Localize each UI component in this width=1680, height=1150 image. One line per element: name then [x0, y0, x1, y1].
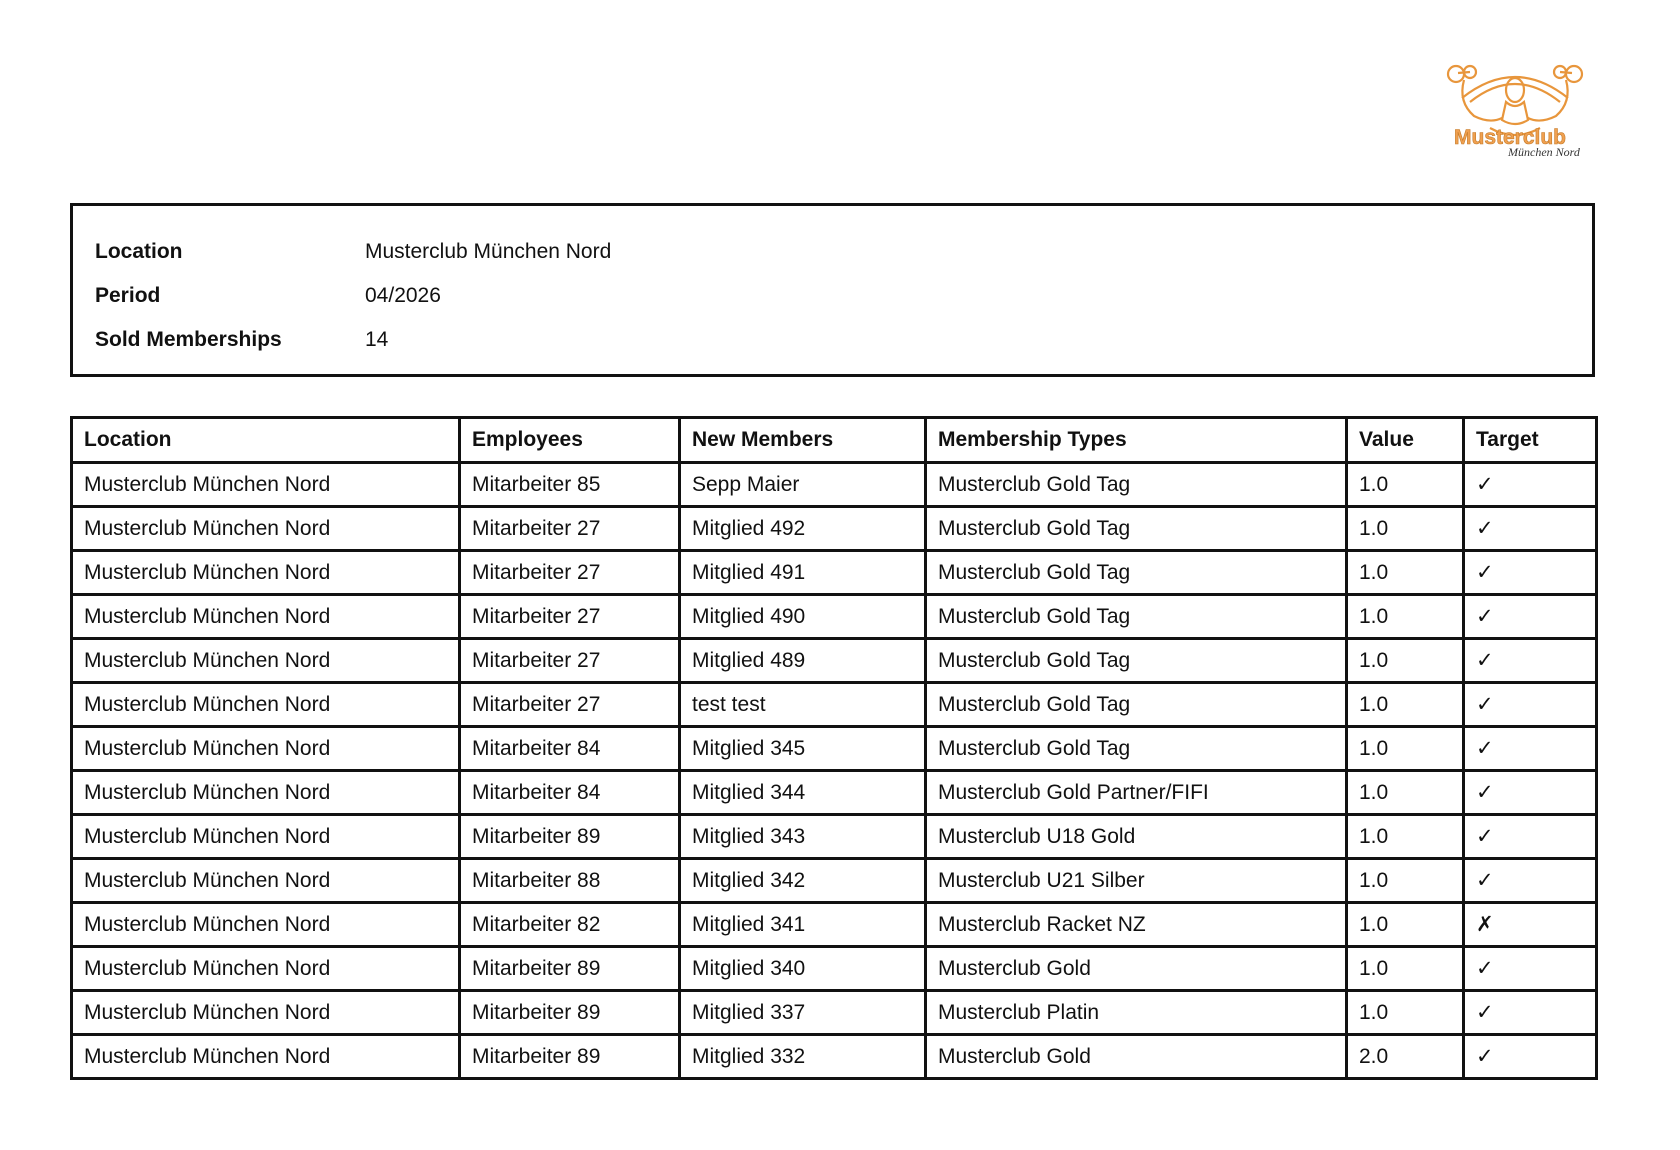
cell-target: ✓	[1464, 771, 1597, 815]
cell-membership-type: Musterclub Gold Tag	[926, 727, 1347, 771]
cell-new-member: Mitglied 343	[680, 815, 926, 859]
cell-new-member: Sepp Maier	[680, 463, 926, 507]
table-row	[72, 639, 1597, 683]
cell-target: ✓	[1464, 595, 1597, 639]
table-body	[72, 463, 1597, 1079]
cell-target: ✓	[1464, 727, 1597, 771]
cell-location: Musterclub München Nord	[72, 463, 460, 507]
cell-target: ✓	[1464, 463, 1597, 507]
cell-target: ✓	[1464, 859, 1597, 903]
table-row	[72, 683, 1597, 727]
cell-employee: Mitarbeiter 27	[460, 639, 680, 683]
cell-membership-type: Musterclub Gold Tag	[926, 595, 1347, 639]
logo-sub-text: München Nord	[1508, 145, 1580, 159]
cell-target: ✗	[1464, 903, 1597, 947]
musterclub-logo-icon	[1440, 58, 1590, 166]
summary-sold-label: Sold Memberships	[95, 328, 282, 351]
cell-employee: Mitarbeiter 89	[460, 947, 680, 991]
cell-employee: Mitarbeiter 89	[460, 1035, 680, 1079]
cell-membership-type: Musterclub Gold Partner/FIFI	[926, 771, 1347, 815]
summary-location-value: Musterclub München Nord	[365, 240, 612, 263]
header-new-members: New Members	[680, 418, 926, 463]
cell-location: Musterclub München Nord	[72, 639, 460, 683]
cell-target: ✓	[1464, 947, 1597, 991]
cell-membership-type: Musterclub Gold	[926, 1035, 1347, 1079]
cell-new-member: test test	[680, 683, 926, 727]
cell-membership-type: Musterclub Platin	[926, 991, 1347, 1035]
cell-new-member: Mitglied 491	[680, 551, 926, 595]
cell-membership-type: Musterclub Gold Tag	[926, 551, 1347, 595]
cell-new-member: Mitglied 345	[680, 727, 926, 771]
summary-period-value: 04/2026	[365, 284, 441, 307]
cell-employee: Mitarbeiter 89	[460, 815, 680, 859]
table-row	[72, 991, 1597, 1035]
cell-new-member: Mitglied 341	[680, 903, 926, 947]
cell-location: Musterclub München Nord	[72, 947, 460, 991]
cell-membership-type: Musterclub Gold Tag	[926, 683, 1347, 727]
cell-location: Musterclub München Nord	[72, 859, 460, 903]
cell-value: 2.0	[1347, 1035, 1464, 1079]
club-logo	[1440, 58, 1590, 166]
cell-location: Musterclub München Nord	[72, 595, 460, 639]
cell-value: 1.0	[1347, 727, 1464, 771]
table-row	[72, 771, 1597, 815]
cell-employee: Mitarbeiter 89	[460, 991, 680, 1035]
cell-employee: Mitarbeiter 27	[460, 551, 680, 595]
cell-value: 1.0	[1347, 639, 1464, 683]
memberships-table	[70, 416, 1598, 1080]
cell-location: Musterclub München Nord	[72, 683, 460, 727]
cell-target: ✓	[1464, 551, 1597, 595]
cell-new-member: Mitglied 340	[680, 947, 926, 991]
cell-employee: Mitarbeiter 27	[460, 683, 680, 727]
cell-value: 1.0	[1347, 595, 1464, 639]
cell-value: 1.0	[1347, 771, 1464, 815]
summary-sold-value: 14	[365, 328, 389, 351]
table-header-row	[72, 418, 1597, 463]
table-row	[72, 463, 1597, 507]
cell-location: Musterclub München Nord	[72, 815, 460, 859]
header-target: Target	[1464, 418, 1597, 463]
table-row	[72, 507, 1597, 551]
cell-membership-type: Musterclub Racket NZ	[926, 903, 1347, 947]
table-row	[72, 595, 1597, 639]
cell-employee: Mitarbeiter 27	[460, 595, 680, 639]
cell-value: 1.0	[1347, 463, 1464, 507]
table-row	[72, 815, 1597, 859]
cell-new-member: Mitglied 489	[680, 639, 926, 683]
cell-location: Musterclub München Nord	[72, 771, 460, 815]
table-row	[72, 551, 1597, 595]
cell-new-member: Mitglied 332	[680, 1035, 926, 1079]
table-row	[72, 947, 1597, 991]
cell-employee: Mitarbeiter 85	[460, 463, 680, 507]
cell-membership-type: Musterclub U21 Silber	[926, 859, 1347, 903]
cell-new-member: Mitglied 490	[680, 595, 926, 639]
table-row	[72, 859, 1597, 903]
cell-new-member: Mitglied 337	[680, 991, 926, 1035]
cell-value: 1.0	[1347, 859, 1464, 903]
cell-membership-type: Musterclub U18 Gold	[926, 815, 1347, 859]
cell-location: Musterclub München Nord	[72, 551, 460, 595]
header-membership-types: Membership Types	[926, 418, 1347, 463]
cell-new-member: Mitglied 344	[680, 771, 926, 815]
cell-membership-type: Musterclub Gold Tag	[926, 507, 1347, 551]
summary-period-label: Period	[95, 284, 161, 307]
cell-value: 1.0	[1347, 683, 1464, 727]
cell-employee: Mitarbeiter 27	[460, 507, 680, 551]
header-employees: Employees	[460, 418, 680, 463]
logo-brand-text: Musterclub	[1454, 126, 1567, 149]
cell-employee: Mitarbeiter 84	[460, 771, 680, 815]
cell-new-member: Mitglied 342	[680, 859, 926, 903]
cell-membership-type: Musterclub Gold Tag	[926, 463, 1347, 507]
cell-target: ✓	[1464, 1035, 1597, 1079]
summary-location-label: Location	[95, 240, 183, 263]
cell-target: ✓	[1464, 815, 1597, 859]
cell-employee: Mitarbeiter 84	[460, 727, 680, 771]
cell-value: 1.0	[1347, 947, 1464, 991]
cell-location: Musterclub München Nord	[72, 991, 460, 1035]
cell-target: ✓	[1464, 683, 1597, 727]
header-value: Value	[1347, 418, 1464, 463]
summary-box	[70, 203, 1595, 377]
cell-new-member: Mitglied 492	[680, 507, 926, 551]
table-row	[72, 903, 1597, 947]
cell-membership-type: Musterclub Gold	[926, 947, 1347, 991]
cell-value: 1.0	[1347, 991, 1464, 1035]
cell-employee: Mitarbeiter 82	[460, 903, 680, 947]
cell-membership-type: Musterclub Gold Tag	[926, 639, 1347, 683]
cell-location: Musterclub München Nord	[72, 1035, 460, 1079]
cell-value: 1.0	[1347, 815, 1464, 859]
cell-target: ✓	[1464, 639, 1597, 683]
header-location: Location	[72, 418, 460, 463]
cell-location: Musterclub München Nord	[72, 727, 460, 771]
cell-target: ✓	[1464, 991, 1597, 1035]
cell-value: 1.0	[1347, 507, 1464, 551]
cell-location: Musterclub München Nord	[72, 903, 460, 947]
cell-employee: Mitarbeiter 88	[460, 859, 680, 903]
cell-value: 1.0	[1347, 551, 1464, 595]
cell-target: ✓	[1464, 507, 1597, 551]
table-row	[72, 727, 1597, 771]
cell-value: 1.0	[1347, 903, 1464, 947]
table-row	[72, 1035, 1597, 1079]
cell-location: Musterclub München Nord	[72, 507, 460, 551]
